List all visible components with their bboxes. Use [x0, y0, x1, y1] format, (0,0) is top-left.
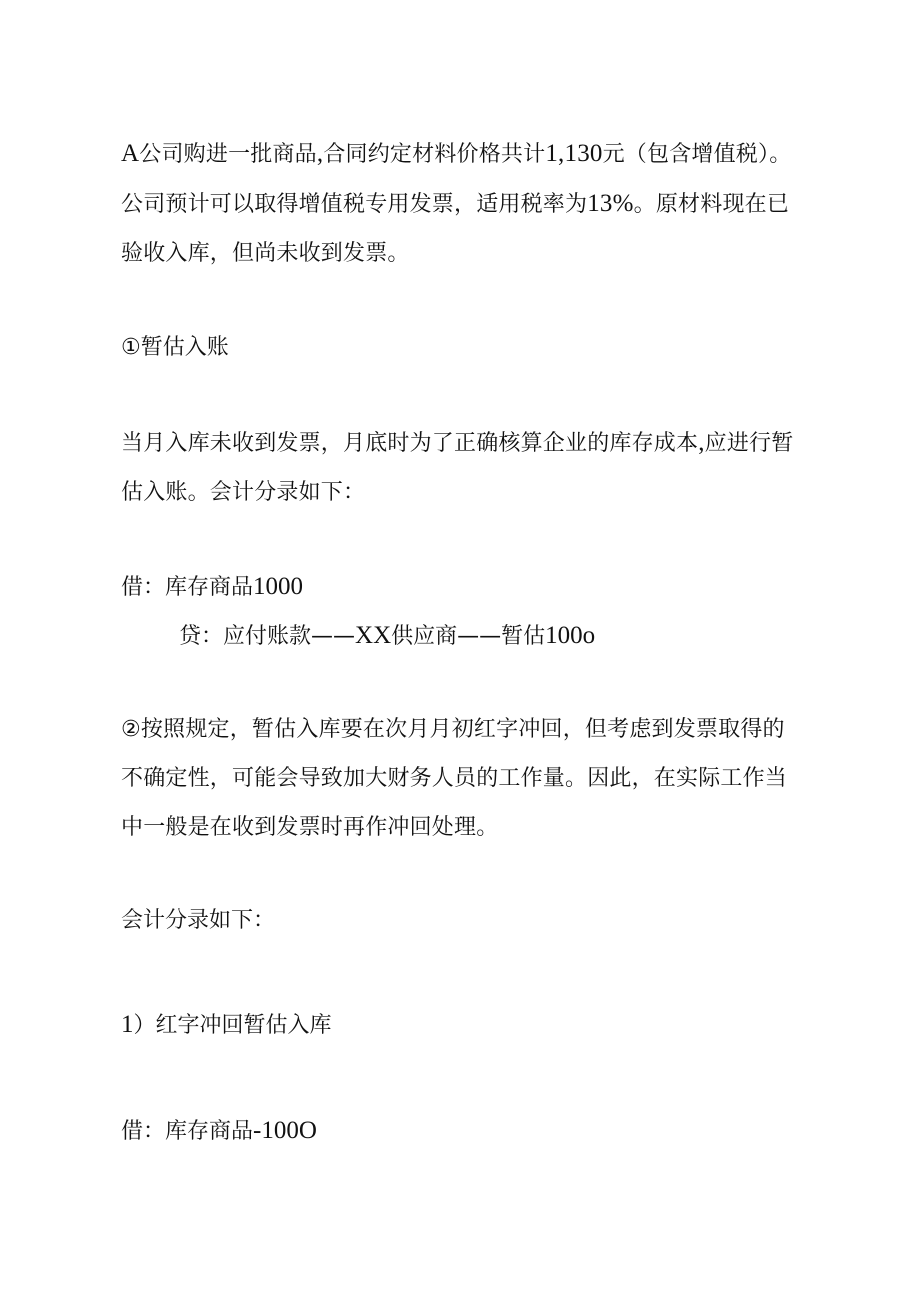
step-1-heading: 1）红字冲回暂估入库 — [121, 1011, 332, 1038]
section-1-body: 当月入库未收到发票，月底时为了正确核算企业的库存成本,应进行暂估入账。会计分录如下： — [121, 429, 794, 505]
entry-1-debit-line: 借：库存商品1000 — [121, 573, 304, 600]
step-1-debit-line: 借：库存商品-100O — [121, 1117, 317, 1144]
intro-paragraph: A公司购进一批商品,合同约定材料价格共计1,130元（包含增值税）。公司预计可以取得增值税专用发票，适用税率为13%。原材料现在已验收入库，但尚未收到发票。 — [121, 140, 792, 266]
section-1-heading: ①暂估入账 — [121, 335, 229, 360]
entry-1-credit-line: 贷：应付账款——XX供应商——暂估100o — [179, 622, 596, 649]
section-2-entries-label: 会计分录如下： — [121, 908, 276, 933]
section-2-body: ②按照规定，暂估入库要在次月月初红字冲回，但考虑到发票取得的不确定性，可能会导致加大财务人员的工作量。因此，在实际工作当中一般是在收到发票时再作冲回处理。 — [121, 717, 788, 840]
